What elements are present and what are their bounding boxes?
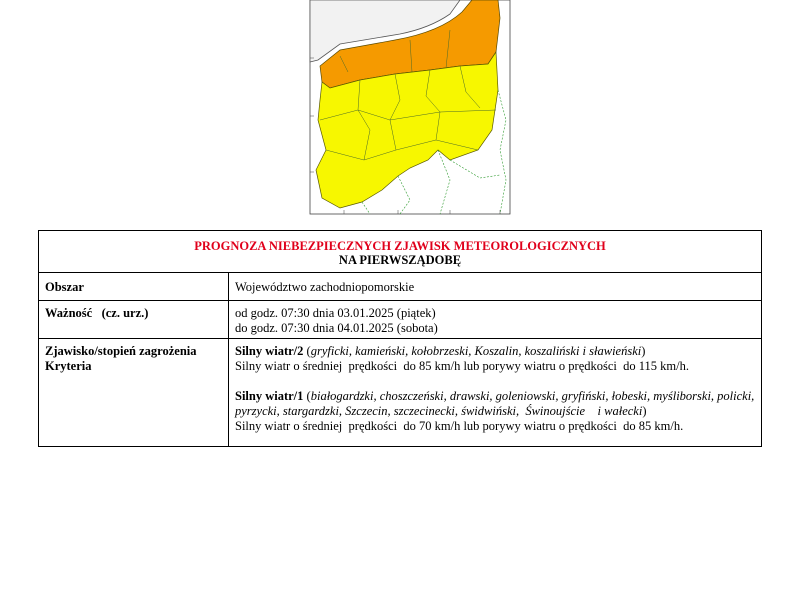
validity-to: do godz. 07:30 dnia 04.01.2025 (sobota) (235, 321, 438, 335)
forecast-title (39, 231, 761, 273)
phenomenon-label-line: Zjawisko/stopień zagrożenia (45, 344, 197, 358)
area-value: Województwo zachodniopomorskie (235, 280, 415, 294)
forecast-table (38, 230, 762, 447)
validity-row (39, 301, 761, 339)
phenomenon-label (39, 339, 229, 446)
area-label: Obszar (39, 273, 229, 300)
warning-areas: gryficki, kamieński, kołobrzeski, Koszalin, koszaliński i sławieński (310, 344, 642, 358)
forecast-title-main: PROGNOZA NIEBEZPIECZNYCH ZJAWISK METEOROLOGICZNYCH (194, 239, 606, 253)
validity-from: od godz. 07:30 dnia 03.01.2025 (piątek) (235, 306, 436, 320)
area-row (39, 273, 761, 301)
warning-map (300, 0, 520, 220)
phenomenon-row (39, 339, 761, 446)
validity-value (229, 301, 761, 338)
warning-level-1: Silny wiatr/1 (białogardzki, choszczeński, drawski, goleniowski, gryfiński, łobeski, myśliborski, policki, pyrzycki, stargardzki, Szczecin, szczecinecki, świdwiński, Świnoujście i wałecki) Silny wiatr o średniej prędkości do 70 km/h lub porywy wiatru o prędkości do 85 km/h. (235, 389, 758, 433)
forecast-title-sub: NA PIERWSZĄDOBĘ (338, 253, 462, 267)
warning-areas: białogardzki, choszczeński, drawski, goleniowski, gryfiński, łobeski, myśliborski, policki, pyrzycki, stargardzki, Szczecin, szczecinecki, świdwiński, Świnoujście i wałecki (235, 389, 758, 418)
warning-name: Silny wiatr/2 (235, 344, 304, 358)
phenomenon-value (229, 339, 761, 446)
warning-name: Silny wiatr/1 (235, 389, 304, 403)
validity-label: Ważność (cz. urz.) (39, 301, 229, 338)
warning-map-graphic (300, 0, 520, 220)
warning-level-2: Silny wiatr/2 (gryficki, kamieński, kołobrzeski, Koszalin, koszaliński i sławieński) Silny wiatr o średniej prędkości do 85 km/h lub porywy wiatru o prędkości do 115 km/h. (235, 344, 755, 374)
warning-criteria: Silny wiatr o średniej prędkości do 85 km/h lub porywy wiatru o prędkości do 115 km/h. (235, 359, 689, 373)
warning-criteria: Silny wiatr o średniej prędkości do 70 km/h lub porywy wiatru o prędkości do 85 km/h. (235, 419, 684, 433)
criteria-label-line: Kryteria (45, 359, 92, 373)
